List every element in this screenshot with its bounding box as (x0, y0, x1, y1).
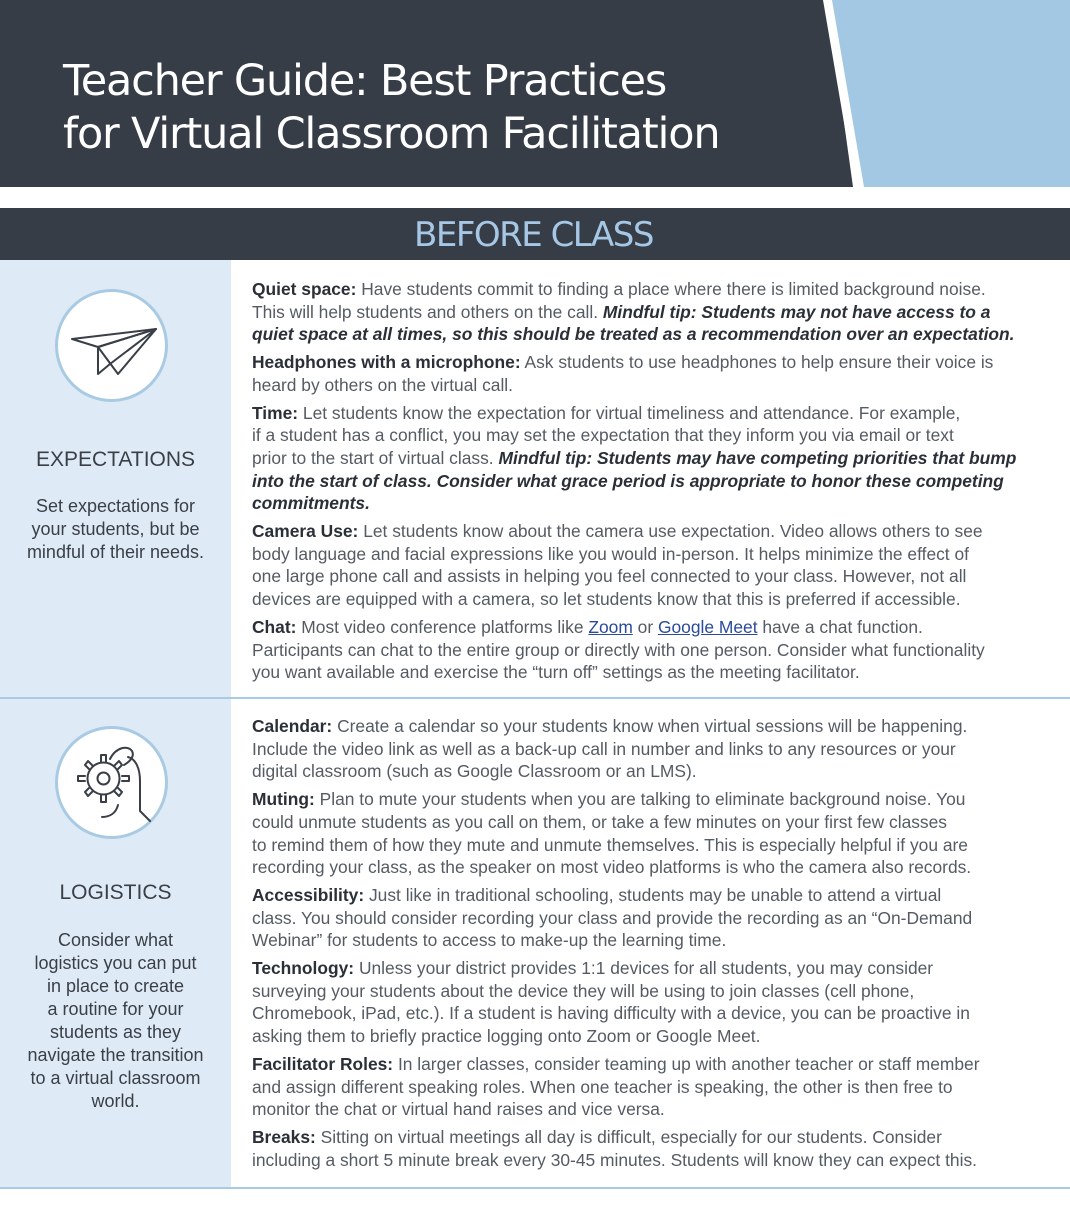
section-divider (0, 1187, 1070, 1189)
item-text: heard by others on the virtual call. (252, 374, 514, 395)
item-line (252, 834, 1062, 857)
expectations-heading: EXPECTATIONS (35, 448, 196, 471)
page-title-line-2: for Virtual Classroom Facilitation (63, 109, 720, 159)
hand-gear-icon (58, 729, 165, 836)
item-text: prior to the start of virtual class. (252, 447, 499, 468)
logistics-description (12, 929, 219, 1113)
item-line (252, 424, 1062, 447)
item-line (252, 301, 1062, 324)
item-breaks (252, 1126, 1062, 1171)
zoom-link[interactable]: Zoom (588, 616, 633, 637)
item-label: Quiet space: (252, 279, 357, 299)
paper-plane-icon (58, 292, 165, 399)
item-line (252, 856, 1062, 879)
logistics-icon-circle (55, 726, 168, 839)
item-line (252, 1149, 1062, 1172)
item-headphones-with-a-microphone (252, 351, 1062, 396)
logistics-section (0, 699, 1070, 1187)
item-text: Create a calendar so your students know when virtual sessions will be happening. (337, 716, 968, 736)
expectations-content (252, 278, 1062, 689)
item-calendar (252, 715, 1062, 783)
item-text: if a student has a conflict, you may set the expectation that they inform you via email or text (252, 425, 954, 446)
expectations-description-line: Set expectations for (35, 496, 196, 516)
logistics-description-line: Consider what (57, 930, 174, 950)
logistics-heading: LOGISTICS (59, 881, 172, 904)
item-line (252, 907, 1062, 930)
expectations-description-line: your students, but be (31, 519, 200, 539)
item-time (252, 402, 1062, 516)
expectations-icon-circle (55, 289, 168, 402)
item-line (252, 884, 1062, 907)
logistics-sidebar (0, 699, 231, 1187)
item-text: Just like in traditional schooling, students may be unable to attend a virtual (368, 884, 942, 905)
item-line (252, 1053, 1062, 1076)
logistics-content (252, 715, 1062, 1176)
item-label: Camera Use: (252, 521, 359, 542)
mindful-tip: commitments. (252, 493, 370, 514)
item-muting (252, 788, 1062, 879)
item-text: Chromebook, iPad, etc.). If a student is having difficulty with a device, you can be proactive in (252, 1003, 970, 1024)
expectations-description (12, 495, 219, 564)
item-text: or (632, 616, 658, 637)
item-label: Accessibility: (252, 884, 365, 905)
item-label: Headphones with a microphone: (252, 352, 521, 373)
item-text: could unmute students as you call on them, or take a few minutes on your first few classes (252, 811, 947, 832)
item-accessibility (252, 884, 1062, 952)
item-camera-use (252, 520, 1062, 611)
item-line (252, 374, 1062, 397)
item-text: Include the video link as well as a back-up call in number and links to any resources or your (252, 738, 956, 759)
item-line (252, 639, 1062, 662)
item-text: surveying your students about the device they will be using to join classes (cell phone, (252, 980, 915, 1001)
item-text: one large phone call and assists in helping you feel connected to your class. However, not all (252, 566, 967, 587)
logistics-description-line: navigate the transition (27, 1045, 204, 1065)
item-text: This will help students and others on the call. (252, 301, 603, 322)
item-text: Have students commit to finding a place where there is limited background noise. (361, 279, 986, 299)
item-line (252, 1002, 1062, 1025)
expectations-sidebar (0, 260, 231, 698)
item-line (252, 788, 1062, 811)
item-text: Let students know about the camera use expectation. Video allows others to see (363, 521, 983, 542)
item-text: you want available and exercise the “turn off” settings as the meeting facilitator. (252, 662, 860, 683)
expectations-description-line: mindful of their needs. (26, 542, 205, 562)
item-line (252, 760, 1062, 783)
page-title-line-1: Teacher Guide: Best Practices (63, 56, 667, 106)
item-line (252, 543, 1062, 566)
logistics-description-line: in place to create (46, 976, 185, 996)
logistics-description-line: logistics you can put (34, 953, 197, 973)
item-text: Sitting on virtual meetings all day is difficult, especially for our students. Consider (320, 1126, 942, 1147)
item-text: monitor the chat or virtual hand raises and vice versa. (252, 1099, 665, 1120)
item-line (252, 565, 1062, 588)
item-line (252, 661, 1062, 684)
mindful-tip: quiet space at all times, so this should be treated as a recommendation over an expectation. (252, 324, 1015, 345)
item-text: recording your class, as the speaker on most video platforms is who the camera also records. (252, 857, 972, 878)
item-line (252, 616, 1062, 639)
mindful-tip: Mindful tip: Students may have competing priorities that bump (498, 447, 1017, 468)
logistics-description-line: students as they (49, 1022, 182, 1042)
item-line (252, 588, 1062, 611)
item-text: Webinar” for students to access to make-up the learning time. (252, 930, 727, 951)
item-line (252, 1076, 1062, 1099)
item-line (252, 957, 1062, 980)
header-blue-panel (832, 0, 1070, 187)
item-line (252, 520, 1062, 543)
item-text: devices are equipped with a camera, so let students know that this is preferred if accessible. (252, 589, 961, 610)
section-title: BEFORE CLASS (414, 215, 653, 255)
item-line (252, 980, 1062, 1003)
item-text: Let students know the expectation for virtual timeliness and attendance. For example, (302, 402, 961, 423)
item-line (252, 492, 1062, 515)
item-line (252, 278, 1062, 301)
item-text: Most video conference platforms like (301, 616, 589, 637)
item-text: In larger classes, consider teaming up with another teacher or staff member (397, 1053, 980, 1074)
expectations-section (0, 260, 1070, 698)
item-line (252, 402, 1062, 425)
item-text: body language and facial expressions like you would in-person. It helps minimize the effect of (252, 543, 969, 564)
section-header-bar (0, 208, 1070, 260)
item-text: Unless your district provides 1:1 devices for all students, you may consider (358, 958, 934, 979)
item-line (252, 1126, 1062, 1149)
item-line (252, 715, 1062, 738)
item-line (252, 323, 1062, 346)
item-quiet-space (252, 278, 1062, 346)
item-line (252, 738, 1062, 761)
item-text: including a short 5 minute break every 30-45 minutes. Students will know they can expect this. (252, 1149, 977, 1170)
item-text: and assign different speaking roles. When one teacher is speaking, the other is then free to (252, 1076, 953, 1097)
item-line (252, 1025, 1062, 1048)
item-text: Participants can chat to the entire group or directly with one person. Consider what functionality (252, 639, 985, 660)
item-label: Facilitator Roles: (252, 1053, 394, 1074)
item-label: Muting: (252, 789, 315, 810)
item-line (252, 1098, 1062, 1121)
mindful-tip: into the start of class. Consider what grace period is appropriate to honor these competing (252, 470, 1004, 491)
mindful-tip: Mindful tip: Students may not have access to a (602, 301, 991, 322)
item-text: class. You should consider recording your class and provide the recording as an “On-Demand (252, 907, 973, 928)
item-text: to remind them of how they mute and unmute themselves. This is especially helpful if you are (252, 834, 968, 855)
item-label: Time: (252, 402, 299, 423)
logistics-description-line: to a virtual classroom (30, 1068, 201, 1088)
item-text: have a chat function. (757, 616, 923, 637)
item-line (252, 929, 1062, 952)
logistics-description-line: world. (91, 1091, 140, 1111)
google-meet-link[interactable]: Google Meet (657, 616, 758, 637)
item-chat (252, 616, 1062, 684)
item-label: Calendar: (252, 716, 333, 736)
item-line (252, 811, 1062, 834)
item-text: Ask students to use headphones to help ensure their voice is (524, 352, 994, 373)
item-line (252, 470, 1062, 493)
item-facilitator-roles (252, 1053, 1062, 1121)
item-text: Plan to mute your students when you are talking to eliminate background noise. You (319, 789, 966, 810)
item-text: digital classroom (such as Google Classroom or an LMS). (252, 761, 697, 782)
item-label: Chat: (252, 616, 297, 637)
header-banner (0, 0, 1070, 187)
item-technology (252, 957, 1062, 1048)
item-line (252, 351, 1062, 374)
logistics-description-line: a routine for your (47, 999, 184, 1019)
item-line (252, 447, 1062, 470)
item-label: Technology: (252, 958, 355, 979)
item-label: Breaks: (252, 1126, 316, 1147)
item-text: asking them to briefly practice logging onto Zoom or Google Meet. (252, 1026, 761, 1047)
